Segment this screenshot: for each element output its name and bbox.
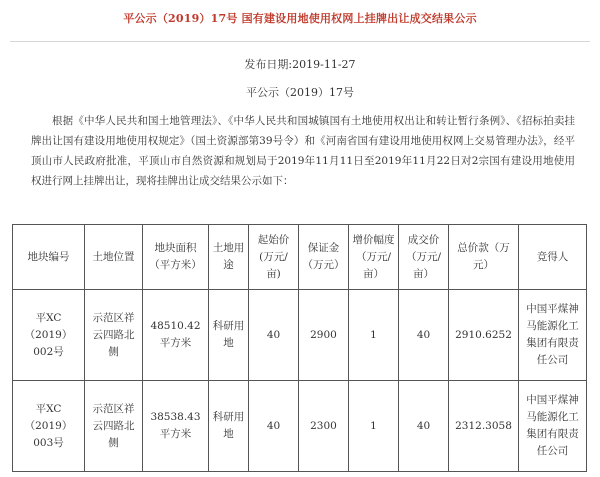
header-location: 土地位置: [85, 225, 143, 290]
cell-deal-price: 40: [399, 381, 449, 472]
cell-total-price: 2312.3058: [449, 381, 519, 472]
cell-parcel-id: 平XC（2019）003号: [13, 381, 85, 472]
cell-deposit: 2900: [299, 290, 349, 381]
cell-deal-price: 40: [399, 290, 449, 381]
header-land-use: 土地用途: [209, 225, 249, 290]
header-increment: 增价幅度（万元/亩）: [349, 225, 399, 290]
header-start-price: 起始价(万元/亩): [249, 225, 299, 290]
header-deposit: 保证金（万元）: [299, 225, 349, 290]
title-divider: [10, 41, 590, 42]
cell-winner: 中国平煤神马能源化工集团有限责任公司: [519, 381, 587, 472]
cell-area: 38538.43平方米: [143, 381, 209, 472]
header-winner: 竞得人: [519, 225, 587, 290]
cell-increment: 1: [349, 381, 399, 472]
cell-location: 示范区祥云四路北侧: [85, 290, 143, 381]
cell-start-price: 40: [249, 381, 299, 472]
cell-land-use: 科研用地: [209, 381, 249, 472]
cell-total-price: 2910.6252: [449, 290, 519, 381]
header-parcel-id: 地块编号: [13, 225, 85, 290]
table-row: [13, 290, 587, 381]
document-number: 平公示（2019）17号: [246, 86, 354, 99]
publish-date: 发布日期:2019-11-27: [244, 58, 356, 71]
header-total-price: 总价款（万元）: [449, 225, 519, 290]
header-area: 地块面积（平方米）: [143, 225, 209, 290]
cell-deposit: 2300: [299, 381, 349, 472]
announcement-body: 根据《中华人民共和国土地管理法》、《中华人民共和国城镇国有土地使用权出让和转让暂行条例》、《招标拍卖挂牌出让国有建设用地使用权规定》（国土资源部第39号令）和《河南省国有建设用地使用权网上交易管理办法》，经平顶山市人民政府批准，平顶山市自然资源和规划局于2019年11月11日至2019年11月22日对2宗国有建设用地使用权进行网上挂牌出让，现将挂牌出让成交结果公示如下：: [31, 115, 575, 187]
cell-start-price: 40: [249, 290, 299, 381]
table-row: [13, 381, 587, 472]
header-deal-price: 成交价（万元/亩）: [399, 225, 449, 290]
page-title: 平公示（2019）17号 国有建设用地使用权网上挂牌出让成交结果公示: [123, 12, 477, 25]
cell-parcel-id: 平XC（2019）002号: [13, 290, 85, 381]
table-header-row: [13, 225, 587, 290]
cell-land-use: 科研用地: [209, 290, 249, 381]
cell-area: 48510.42平方米: [143, 290, 209, 381]
cell-location: 示范区祥云四路北侧: [85, 381, 143, 472]
cell-increment: 1: [349, 290, 399, 381]
result-table: [12, 224, 587, 472]
cell-winner: 中国平煤神马能源化工集团有限责任公司: [519, 290, 587, 381]
